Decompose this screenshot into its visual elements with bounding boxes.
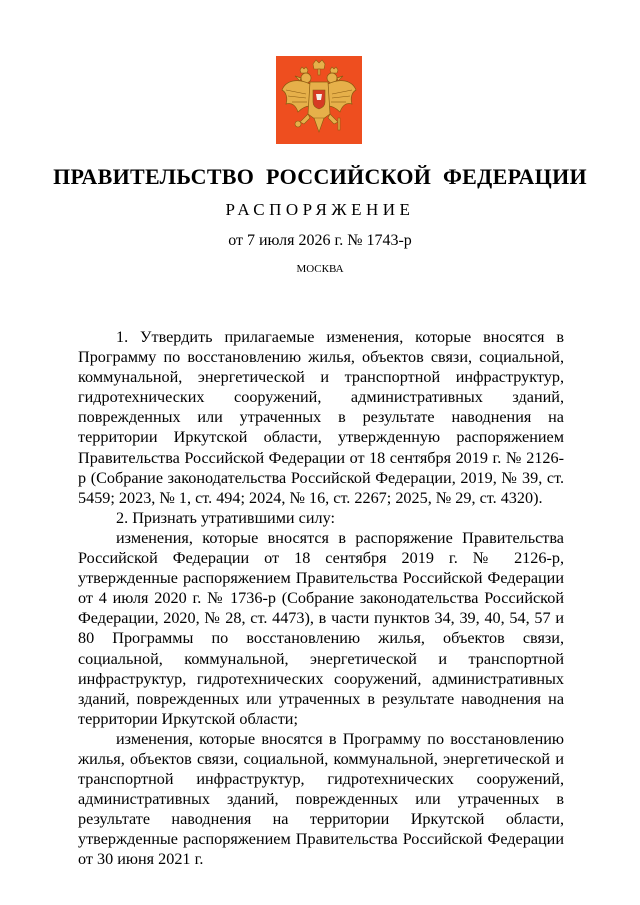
document-type: РАСПОРЯЖЕНИЕ bbox=[225, 200, 415, 219]
eagle-emblem-graphic bbox=[276, 56, 362, 144]
paragraph-2: 2. Признать утратившими силу: bbox=[116, 508, 335, 527]
document-city: МОСКВА bbox=[296, 263, 344, 275]
coat-of-arms-icon bbox=[276, 56, 362, 144]
paragraph-3: изменения, которые вносятся в распоряжение Правительства Российской Федерации от 18 сентября 2019 г. № 2126-р, утвержденные распоряжением Правительства Российской Федерации от 4 июля 2020 г. № 1736-р (Собрание законодательства Российской Федерации, 2020, № 28, ст. 4473), в части пунктов 34, 39, 40, 54, 57 и 80 Программы по восстановлению жилья, объектов связи, социальной, коммунальной, энергетической и транспортной инфраструктур, гидротехнических сооружений, административных зданий, поврежденных или утраченных в результате наводнения на территории Иркутской области; bbox=[78, 528, 564, 728]
paragraph-1: 1. Утвердить прилагаемые изменения, которые вносятся в Программу по восстановлению жилья, объектов связи, социальной, коммунальной, энергетической и транспортной инфраструктур, гидротехнических сооружений, административных зданий, поврежденных или утраченных в результате наводнения на территории Иркутской области, утвержденную распоряжением Правительства Российской Федерации от 18 сентября 2019 г. № 2126-р (Собрание законодательства Российской Федерации, 2019, № 39, ст. 5459; 2023, № 1, ст. 494; 2024, № 16, ст. 2267; 2025, № 29, ст. 4320). bbox=[78, 328, 564, 507]
document-date-number: от 7 июля 2026 г. № 1743-р bbox=[228, 232, 412, 249]
document-body bbox=[78, 327, 564, 870]
paragraph-4: изменения, которые вносятся в Программу по восстановлению жилья, объектов связи, социальной, коммунальной, энергетической и транспортной инфраструктур, гидротехнических сооружений, административных зданий, поврежденных или утраченных в результате наводнения на территории Иркутской области, утвержденные распоряжением Правительства Российской Федерации от 30 июня 2021 г. bbox=[78, 729, 564, 869]
government-title: ПРАВИТЕЛЬСТВО РОССИЙСКОЙ ФЕДЕРАЦИИ bbox=[53, 164, 587, 189]
